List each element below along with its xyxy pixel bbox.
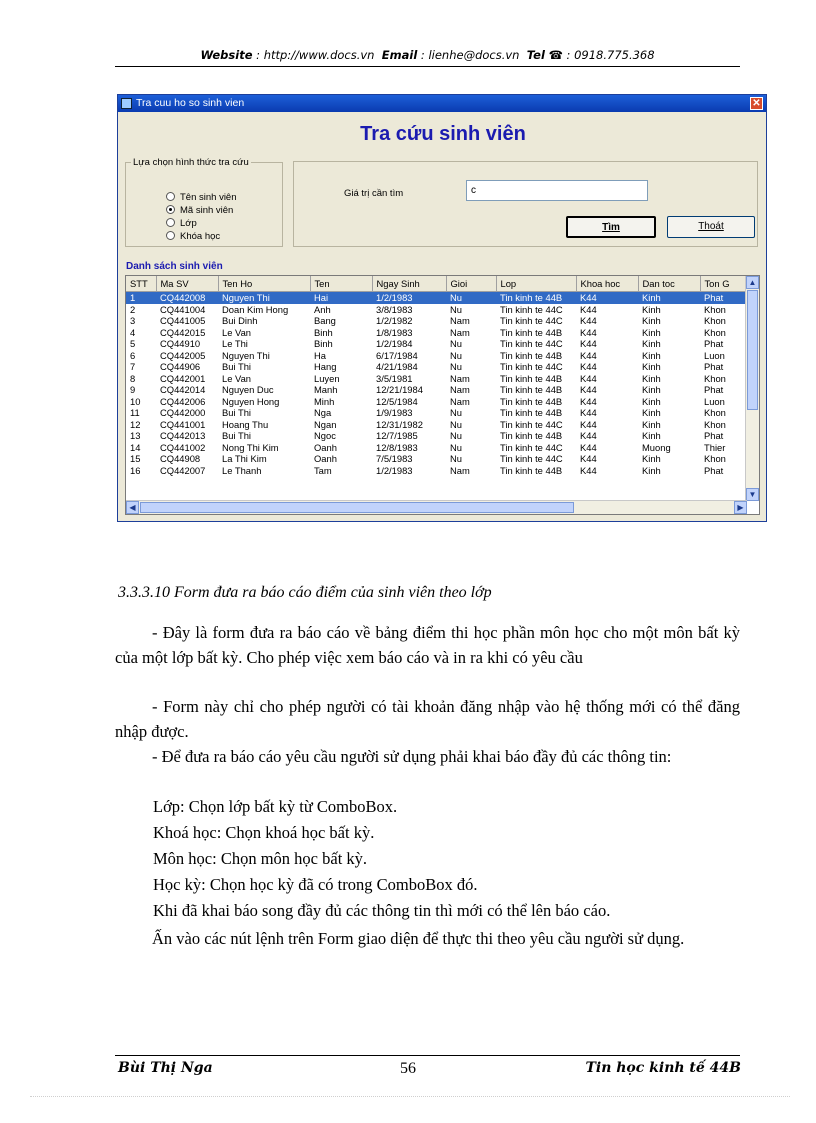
column-header[interactable]: Ten <box>310 276 372 292</box>
table-cell: 5 <box>130 338 136 350</box>
table-cell: Tam <box>314 464 332 476</box>
radio-option-name[interactable] <box>166 192 237 205</box>
table-cell: K44 <box>580 384 597 396</box>
radio-label: Mã sinh viên <box>180 205 234 216</box>
table-cell: Oanh <box>314 453 337 465</box>
table-row[interactable] <box>126 292 748 304</box>
scroll-down-icon[interactable]: ▼ <box>746 488 759 501</box>
tel-value: : 0918.775.368 <box>566 48 655 62</box>
table-cell: CQ442015 <box>160 326 206 338</box>
table-cell: CQ442005 <box>160 349 206 361</box>
table-row[interactable] <box>126 453 748 465</box>
table-cell: 10 <box>130 395 141 407</box>
radio-checked-icon <box>166 205 175 214</box>
footer-class: Tin học kinh tế 44B <box>585 1060 741 1076</box>
search-panel <box>293 161 758 247</box>
table-cell: 6/17/1984 <box>376 349 418 361</box>
table-cell: CQ44908 <box>160 453 201 465</box>
table-cell: Nguyen Duc <box>222 384 274 396</box>
line-mon: Môn học: Chọn môn học bất kỳ. <box>153 849 368 868</box>
table-cell: Bui Thi <box>222 361 252 373</box>
table-row[interactable] <box>126 327 748 339</box>
table-cell: Luyen <box>314 372 340 384</box>
column-header[interactable]: Lop <box>496 276 576 292</box>
table-cell: Binh <box>314 338 333 350</box>
vertical-scrollbar[interactable] <box>745 276 759 501</box>
table-cell: 8 <box>130 372 136 384</box>
table-cell: Luon <box>704 349 725 361</box>
student-grid[interactable] <box>125 275 760 515</box>
radio-icon <box>166 218 175 227</box>
scroll-up-icon[interactable]: ▲ <box>746 276 759 289</box>
table-cell: Tin kinh te 44C <box>500 361 563 373</box>
table-cell: Nu <box>450 349 462 361</box>
table-cell: K44 <box>580 326 597 338</box>
line-khoa: Khoá học: Chọn khoá học bất kỳ. <box>153 823 375 842</box>
table-cell: Binh <box>314 326 333 338</box>
line-hocky: Học kỳ: Chọn học kỳ đã có trong ComboBox đó. <box>153 875 478 894</box>
radio-option-id[interactable] <box>166 205 233 218</box>
table-row[interactable] <box>126 384 748 396</box>
table-cell: 12/7/1985 <box>376 430 418 442</box>
table-cell: 3/5/1981 <box>376 372 413 384</box>
table-cell: Nu <box>450 418 462 430</box>
table-cell: Kinh <box>642 384 661 396</box>
app-icon <box>121 98 132 109</box>
footer-author: Bùi Thị Nga <box>118 1060 213 1076</box>
table-row[interactable] <box>126 396 748 408</box>
website-label: Website <box>200 48 253 62</box>
table-cell: K44 <box>580 338 597 350</box>
table-cell: Khon <box>704 372 726 384</box>
table-cell: CQ441002 <box>160 441 206 453</box>
table-cell: Kinh <box>642 349 661 361</box>
table-cell: K44 <box>580 303 597 315</box>
table-cell: Khon <box>704 315 726 327</box>
table-cell: Nong Thi Kim <box>222 441 279 453</box>
table-cell: 1 <box>126 292 156 304</box>
table-cell: Nam <box>450 384 470 396</box>
line-lop: Lớp: Chọn lớp bất kỳ từ ComboBox. <box>153 797 398 816</box>
table-row[interactable] <box>126 419 748 431</box>
table-cell: Tin kinh te 44B <box>500 395 563 407</box>
table-cell: Thier <box>704 441 726 453</box>
window-title: Tra cuu ho so sinh vien <box>136 97 245 109</box>
table-row[interactable] <box>126 361 748 373</box>
table-cell: Nu <box>450 441 462 453</box>
table-row[interactable] <box>126 373 748 385</box>
table-cell: La Thi Kim <box>222 453 267 465</box>
table-cell: K44 <box>580 464 597 476</box>
table-cell: CQ442001 <box>160 372 206 384</box>
table-cell: CQ442006 <box>160 395 206 407</box>
table-cell: K44 <box>576 292 638 304</box>
table-row[interactable] <box>126 465 748 477</box>
header-rule <box>115 66 740 67</box>
scroll-left-icon[interactable]: ◀ <box>126 501 139 514</box>
table-cell: CQ442008 <box>156 292 218 304</box>
table-cell: Muong <box>642 441 671 453</box>
table-cell: Bui Thi <box>222 407 252 419</box>
table-cell: K44 <box>580 453 597 465</box>
table-cell: Khon <box>704 407 726 419</box>
table-cell: 4/21/1984 <box>376 361 418 373</box>
table-cell: Nguyen Thi <box>222 349 270 361</box>
table-cell: Nam <box>450 464 470 476</box>
footer-rule <box>115 1055 740 1056</box>
horizontal-scrollbar[interactable] <box>126 500 747 514</box>
table-cell: CQ442007 <box>160 464 206 476</box>
radio-option-class[interactable] <box>166 218 197 231</box>
section-heading: 3.3.3.10 Form đưa ra báo cáo điểm của sinh viên theo lớp <box>118 584 492 601</box>
table-cell: Tin kinh te 44B <box>500 407 563 419</box>
website-value: : http://www.docs.vn <box>256 48 375 62</box>
student-list-label: Danh sách sinh viên <box>126 261 223 272</box>
table-cell: Kinh <box>642 326 661 338</box>
page-header <box>115 48 740 62</box>
page-number: 56 <box>400 1060 416 1077</box>
table-cell: Tin kinh te 44B <box>500 464 563 476</box>
table-cell: K44 <box>580 441 597 453</box>
table-cell: Le Van <box>222 326 252 338</box>
table-cell: 2 <box>130 303 136 315</box>
close-button[interactable]: ✕ <box>750 97 763 110</box>
table-row[interactable] <box>126 338 748 350</box>
table-cell: Nu <box>450 407 462 419</box>
table-cell: Manh <box>314 384 338 396</box>
table-cell: Kinh <box>642 407 661 419</box>
column-header[interactable]: Ngay Sinh <box>372 276 446 292</box>
table-cell: Tin kinh te 44B <box>500 372 563 384</box>
table-cell: Tin kinh te 44C <box>500 441 563 453</box>
table-cell: 1/2/1984 <box>376 338 413 350</box>
table-cell: 1/8/1983 <box>376 326 413 338</box>
table-row[interactable] <box>126 304 748 316</box>
radio-label: Tên sinh viên <box>180 192 237 203</box>
scroll-right-icon[interactable]: ▶ <box>734 501 747 514</box>
table-cell: Khon <box>704 326 726 338</box>
table-cell: K44 <box>580 430 597 442</box>
table-cell: Bui Dinh <box>222 315 258 327</box>
email-label: Email <box>381 48 418 62</box>
column-header[interactable]: Ten Ho <box>218 276 310 292</box>
phone-icon: ☎ <box>548 48 563 62</box>
table-cell: K44 <box>580 361 597 373</box>
table-cell: Nguyen Hong <box>222 395 280 407</box>
table-cell: 12 <box>130 418 141 430</box>
table-cell: 7/5/1983 <box>376 453 413 465</box>
table-cell: Kinh <box>642 315 661 327</box>
table-cell: K44 <box>580 418 597 430</box>
table-cell: 1/2/1982 <box>376 315 413 327</box>
table-cell: Tin kinh te 44C <box>500 303 563 315</box>
table-cell: Tin kinh te 44B <box>500 430 563 442</box>
table-cell: Tin kinh te 44C <box>500 453 563 465</box>
table-cell: Nam <box>450 326 470 338</box>
table-cell: 14 <box>130 441 141 453</box>
table-cell: 12/5/1984 <box>376 395 418 407</box>
table-cell: 7 <box>130 361 136 373</box>
radio-icon <box>166 231 175 240</box>
tel-label: Tel <box>526 48 545 62</box>
table-cell: CQ442014 <box>160 384 206 396</box>
search-input[interactable] <box>466 180 648 201</box>
table-cell: K44 <box>580 349 597 361</box>
table-cell: CQ441005 <box>160 315 206 327</box>
table-cell: K44 <box>580 407 597 419</box>
radio-label: Khóa học <box>180 231 221 242</box>
scroll-thumb-horizontal[interactable] <box>140 502 574 513</box>
table-cell: Ha <box>314 349 326 361</box>
table-cell: Nu <box>446 292 496 304</box>
table-cell: Kinh <box>638 292 700 304</box>
table-cell: 15 <box>130 453 141 465</box>
table-cell: Hang <box>314 361 337 373</box>
table-cell: Kinh <box>642 372 661 384</box>
table-cell: Le Thanh <box>222 464 262 476</box>
table-cell: Phat <box>704 361 724 373</box>
table-cell: Tin kinh te 44C <box>500 315 563 327</box>
form-title: Tra cứu sinh viên <box>360 123 526 145</box>
table-cell: 12/31/1982 <box>376 418 423 430</box>
table-cell: Nu <box>450 453 462 465</box>
table-cell: Phat <box>704 384 724 396</box>
table-cell: Nu <box>450 361 462 373</box>
exit-button[interactable]: Thoát <box>667 216 755 238</box>
column-header[interactable]: Ma SV <box>156 276 218 292</box>
table-cell: 13 <box>130 430 141 442</box>
table-cell: CQ441004 <box>160 303 206 315</box>
radio-label: Lớp <box>180 218 197 229</box>
table-cell: 6 <box>130 349 136 361</box>
table-cell: Kinh <box>642 338 661 350</box>
table-cell: 3 <box>130 315 136 327</box>
table-cell: Tin kinh te 44B <box>500 326 563 338</box>
table-cell: Phat <box>704 464 724 476</box>
table-cell: Oanh <box>314 441 337 453</box>
table-cell: Doan Kim Hong <box>222 303 289 315</box>
table-cell: Nam <box>450 372 470 384</box>
table-cell: Tin kinh te 44B <box>496 292 576 304</box>
table-cell: Kinh <box>642 361 661 373</box>
line-khi: Khi đã khai báo song đầy đủ các thông tin thì mới có thể lên báo cáo. <box>153 901 611 920</box>
student-table <box>126 276 749 476</box>
table-cell: Ngan <box>314 418 337 430</box>
table-row[interactable] <box>126 315 748 327</box>
table-cell: 1/2/1983 <box>372 292 446 304</box>
search-type-group <box>125 157 283 247</box>
table-cell: K44 <box>580 395 597 407</box>
table-cell: Tin kinh te 44C <box>500 338 563 350</box>
table-cell: 1/9/1983 <box>376 407 413 419</box>
search-type-legend: Lựa chọn hình thức tra cứu <box>133 157 249 168</box>
paragraph-1: - Đây là form đưa ra báo cáo về bảng điểm thi học phần môn học cho một môn bất kỳ của một lớp bất kỳ. Cho phép việc xem báo cáo và in ra khi có yêu cầu <box>115 623 740 667</box>
table-header-row <box>126 276 748 292</box>
table-cell: Nguyen Thi <box>218 292 310 304</box>
paragraph-3: - Để đưa ra báo cáo yêu cầu người sử dụng phải khai báo đầy đủ các thông tin: <box>152 747 672 766</box>
bottom-dotted-rule <box>30 1096 790 1097</box>
radio-icon <box>166 192 175 201</box>
table-cell: CQ442013 <box>160 430 206 442</box>
table-cell: Kinh <box>642 464 661 476</box>
table-cell: Tin kinh te 44B <box>500 349 563 361</box>
table-cell: Khon <box>704 418 726 430</box>
radio-option-course[interactable] <box>166 231 220 244</box>
table-cell: 9 <box>130 384 136 396</box>
table-cell: Khon <box>704 453 726 465</box>
table-cell: Nga <box>314 407 332 419</box>
table-cell: Le Thi <box>222 338 248 350</box>
table-cell: Phat <box>704 338 724 350</box>
paragraph-last: Ấn vào các nút lệnh trên Form giao diện để thực thi theo yêu cầu người sử dụng. <box>152 929 685 948</box>
table-cell: Hai <box>310 292 372 304</box>
table-cell: 12/21/1984 <box>376 384 423 396</box>
table-cell: Luon <box>704 395 725 407</box>
paragraph-2: - Form này chỉ cho phép người có tài khoản đăng nhập vào hệ thống mới có thể đăng nhập được. <box>115 697 740 741</box>
email-value: : lienhe@docs.vn <box>420 48 520 62</box>
table-cell: 3/8/1983 <box>376 303 413 315</box>
table-cell: Tin kinh te 44B <box>500 384 563 396</box>
table-cell: Bui Thi <box>222 430 252 442</box>
table-cell: K44 <box>580 372 597 384</box>
table-cell: CQ442000 <box>160 407 206 419</box>
search-label: Giá trị cần tìm <box>344 188 404 199</box>
table-cell: Anh <box>314 303 331 315</box>
table-row[interactable] <box>126 407 748 419</box>
table-cell: Nam <box>450 315 470 327</box>
column-header[interactable]: STT <box>126 276 156 292</box>
table-cell: 16 <box>130 464 141 476</box>
table-cell: 11 <box>130 407 140 419</box>
table-cell: Ngoc <box>314 430 336 442</box>
table-cell: Nu <box>450 338 462 350</box>
table-row[interactable] <box>126 430 748 442</box>
scroll-thumb[interactable] <box>747 290 758 410</box>
table-cell: Phat <box>700 292 748 304</box>
table-cell: Kinh <box>642 430 661 442</box>
find-button[interactable]: Tìm <box>566 216 656 238</box>
table-cell: Kinh <box>642 303 661 315</box>
table-cell: 1/2/1983 <box>376 464 413 476</box>
table-cell: Tin kinh te 44C <box>500 418 563 430</box>
column-header[interactable]: Gioi <box>446 276 496 292</box>
search-window <box>117 94 767 522</box>
table-cell: Kinh <box>642 418 661 430</box>
table-cell: Minh <box>314 395 335 407</box>
window-titlebar[interactable] <box>118 95 766 112</box>
table-cell: CQ44906 <box>160 361 201 373</box>
table-cell: Le Van <box>222 372 252 384</box>
table-row[interactable] <box>126 442 748 454</box>
table-cell: Bang <box>314 315 336 327</box>
column-header[interactable]: Ton G <box>700 276 748 292</box>
table-cell: Nu <box>450 303 462 315</box>
table-cell: 4 <box>130 326 136 338</box>
table-cell: Kinh <box>642 453 661 465</box>
table-cell: CQ44910 <box>160 338 201 350</box>
table-cell: 12/8/1983 <box>376 441 418 453</box>
table-cell: Kinh <box>642 395 661 407</box>
table-cell: CQ441001 <box>160 418 206 430</box>
table-cell: Phat <box>704 430 724 442</box>
table-cell: Khon <box>704 303 726 315</box>
table-body <box>126 292 748 477</box>
table-row[interactable] <box>126 350 748 362</box>
table-cell: Nam <box>450 395 470 407</box>
table-cell: Hoang Thu <box>222 418 269 430</box>
column-header[interactable]: Khoa hoc <box>576 276 638 292</box>
column-header[interactable]: Dan toc <box>638 276 700 292</box>
table-cell: K44 <box>580 315 597 327</box>
table-cell: Nu <box>450 430 462 442</box>
